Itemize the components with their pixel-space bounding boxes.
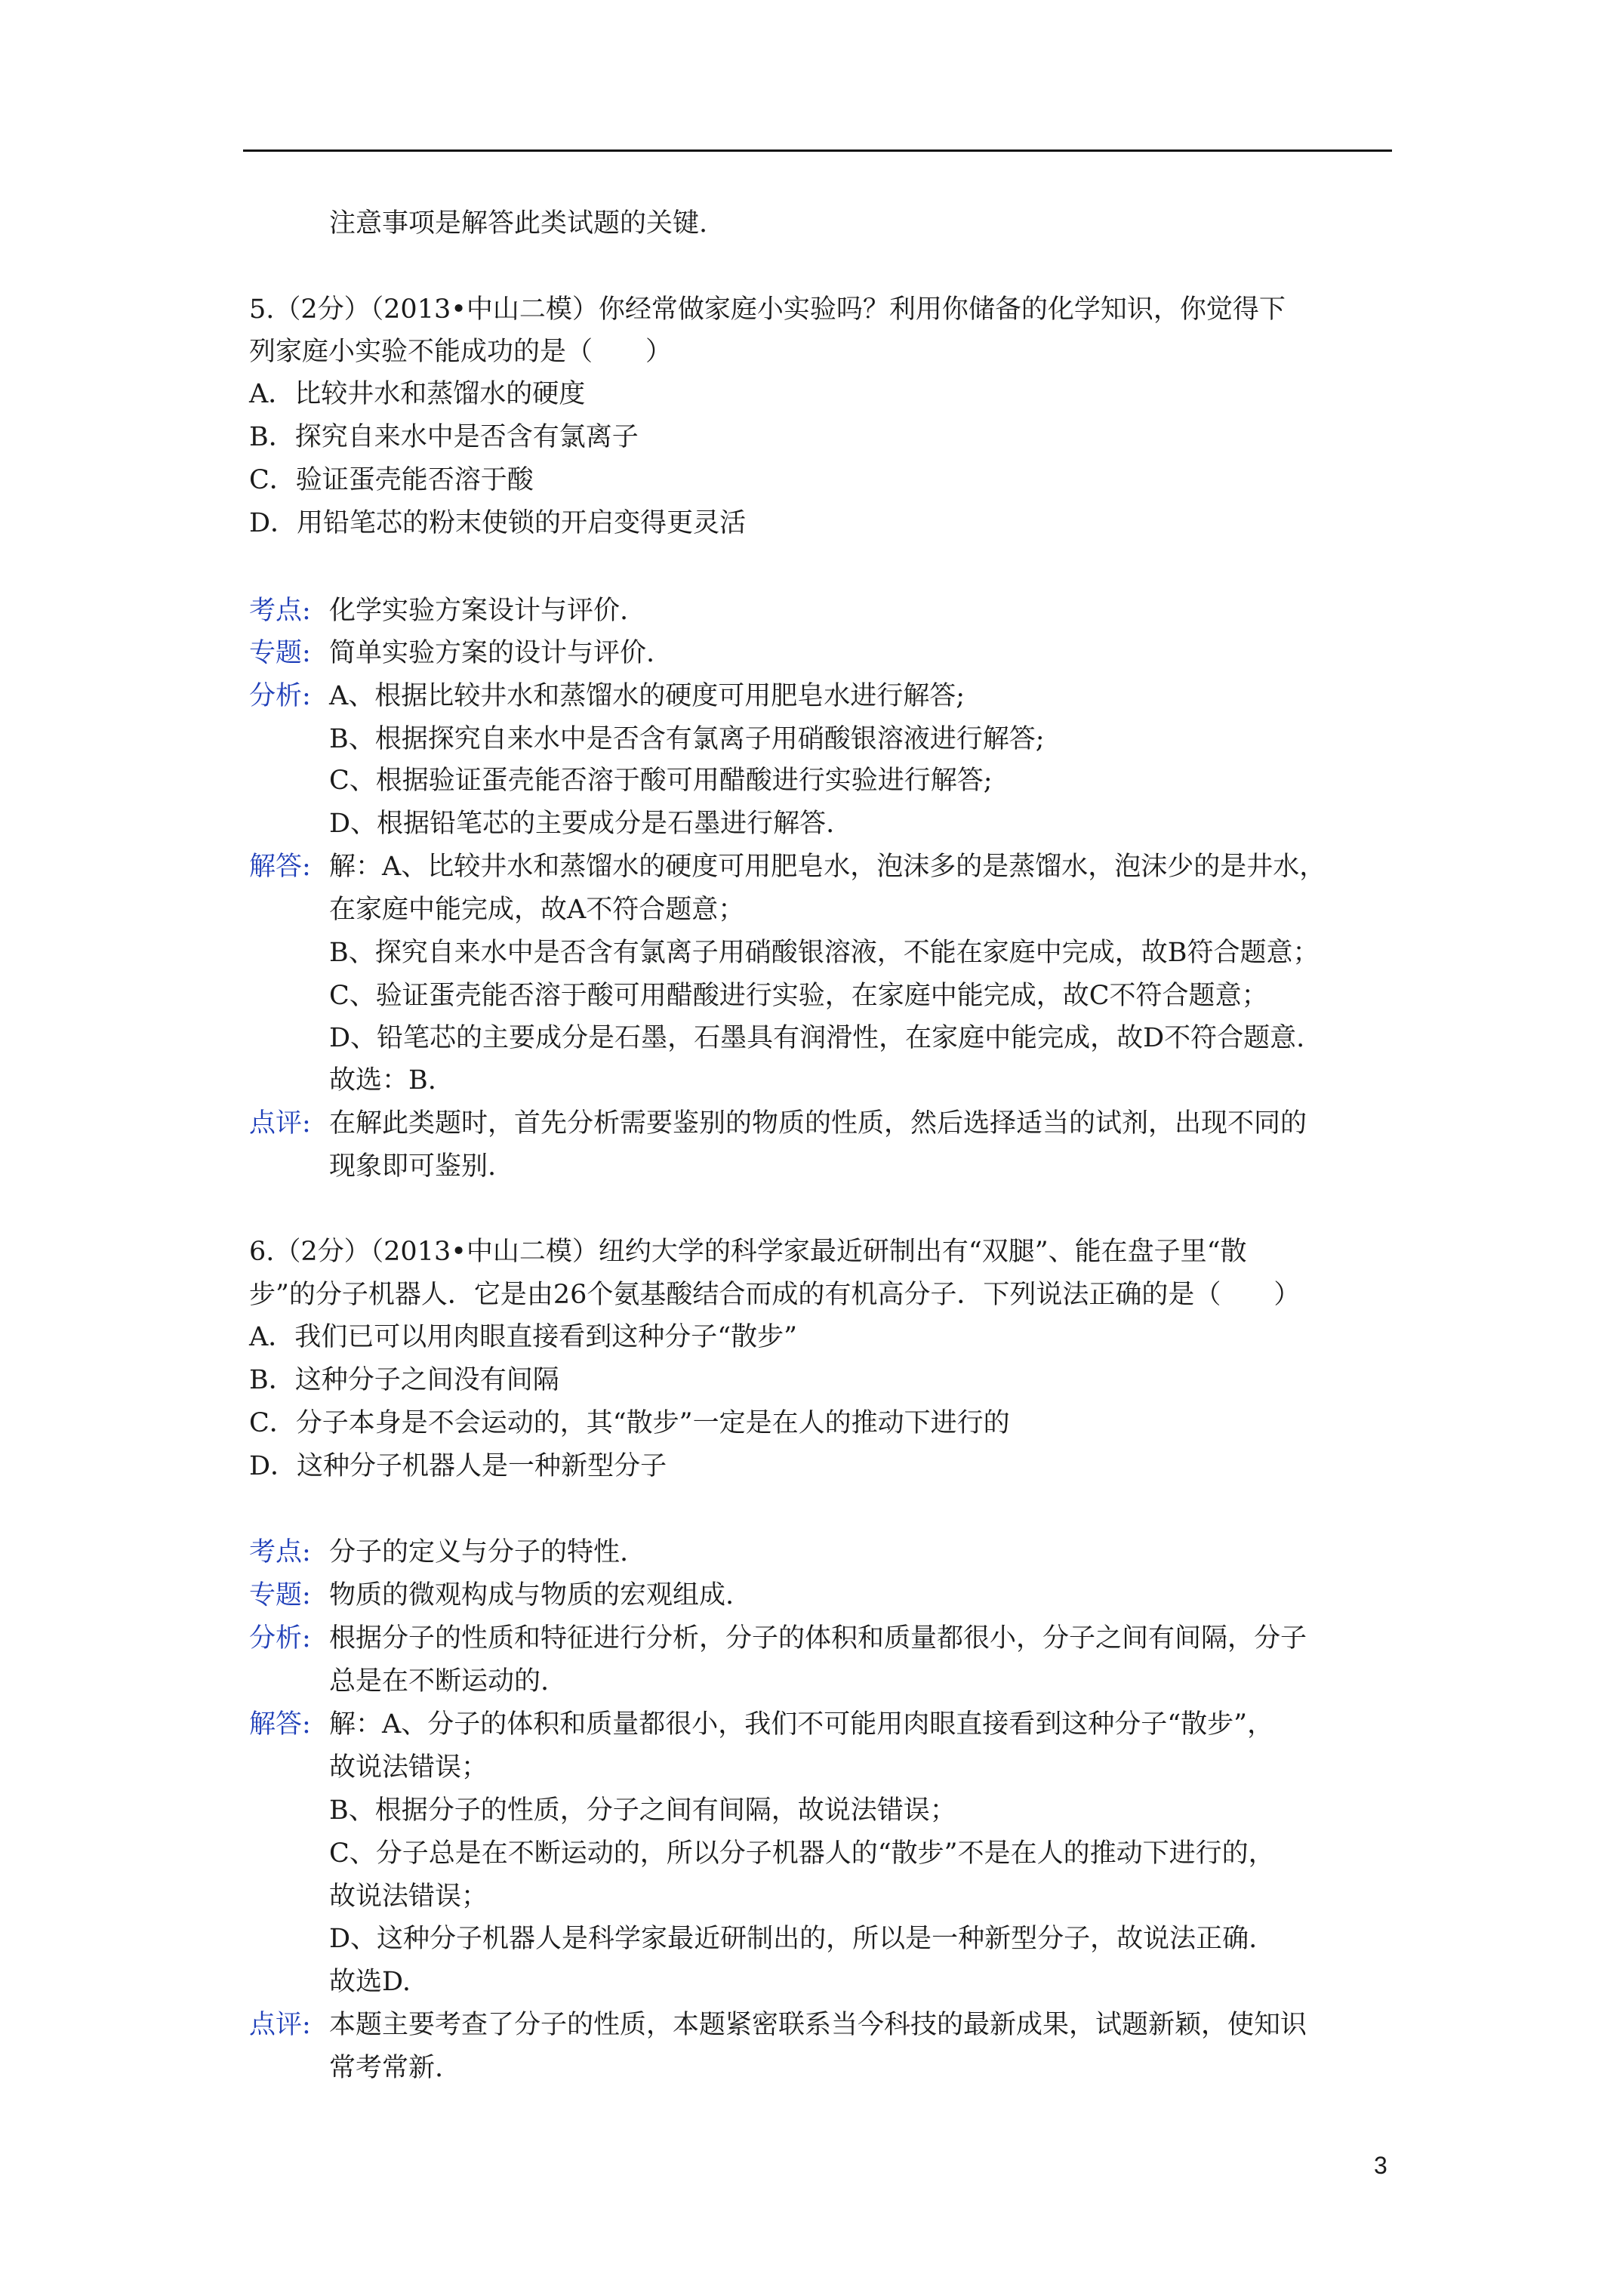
q5-fenxi-line-1: A、根据比较井水和蒸馏水的硬度可用肥皂水进行解答; xyxy=(329,681,965,711)
q6-jieda-label: 解答: xyxy=(249,1709,311,1740)
q5-jieda-line-3: B、探究自来水中是否含有氯离子用硝酸银溶液，不能在家庭中完成，故B符合题意； xyxy=(329,938,1320,968)
q5-jieda-line-6: 故选：B. xyxy=(329,1065,436,1096)
q5-zhuanti-label: 专题: xyxy=(249,638,311,668)
q6-kaodian-label: 考点: xyxy=(249,1537,311,1567)
q6-stem-line-2: 步”的分子机器人．它是由26个氨基酸结合而成的有机高分子．下列说法正确的是（ ） xyxy=(249,1280,1301,1310)
q5-fenxi-line-2: B、根据探究自来水中是否含有氯离子用硝酸银溶液进行解答; xyxy=(329,724,1045,754)
q5-option-d: D．用铅笔芯的粉末使锁的开启变得更灵活 xyxy=(249,508,747,538)
q6-option-b: B．这种分子之间没有间隔 xyxy=(249,1365,559,1395)
q6-fenxi-label: 分析: xyxy=(249,1623,311,1653)
q5-option-a: A．比较井水和蒸馏水的硬度 xyxy=(249,379,586,409)
q5-dianping-line-1: 在解此类题时，首先分析需要鉴别的物质的性质，然后选择适当的试剂，出现不同的 xyxy=(329,1108,1307,1139)
q5-jieda-label: 解答: xyxy=(249,852,311,882)
q5-kaodian-text: 化学实验方案设计与评价. xyxy=(329,596,629,626)
lead-line: 注意事项是解答此类试题的关键. xyxy=(329,208,708,239)
q6-jieda-line-5: 故说法错误； xyxy=(329,1881,488,1912)
q6-jieda-line-1: 解：A、分子的体积和质量都很小，我们不可能用肉眼直接看到这种分子“散步”， xyxy=(329,1709,1274,1740)
q6-zhuanti-text: 物质的微观构成与物质的宏观组成. xyxy=(329,1580,735,1610)
q5-zhuanti-text: 简单实验方案的设计与评价. xyxy=(329,638,655,668)
q5-kaodian-label: 考点: xyxy=(249,596,311,626)
q6-dianping-label: 点评: xyxy=(249,2010,311,2040)
q6-stem-line-1: 6.（2分）（2013•中山二模）纽约大学的科学家最近研制出有“双腿”、能在盘子里“散 xyxy=(249,1237,1247,1267)
q6-jieda-line-3: B、根据分子的性质，分子之间有间隔，故说法错误； xyxy=(329,1795,956,1826)
q5-option-c: C．验证蛋壳能否溶于酸 xyxy=(249,465,534,495)
q5-jieda-line-1: 解：A、比较井水和蒸馏水的硬度可用肥皂水，泡沫多的是蒸馏水，泡沫少的是井水， xyxy=(329,852,1326,882)
header-rule xyxy=(243,149,1392,152)
q6-option-c: C．分子本身是不会运动的，其“散步”一定是在人的推动下进行的 xyxy=(249,1408,1010,1438)
q6-option-a: A．我们已可以用肉眼直接看到这种分子“散步” xyxy=(249,1322,798,1352)
q5-jieda-line-4: C、验证蛋壳能否溶于酸可用醋酸进行实验，在家庭中能完成，故C不符合题意； xyxy=(329,981,1268,1011)
q5-jieda-line-5: D、铅笔芯的主要成分是石墨，石墨具有润滑性，在家庭中能完成，故D不符合题意. xyxy=(329,1023,1305,1053)
page-number: 3 xyxy=(1374,2152,1387,2179)
q5-jieda-line-2: 在家庭中能完成，故A不符合题意； xyxy=(329,895,745,925)
q6-option-d: D．这种分子机器人是一种新型分子 xyxy=(249,1451,667,1481)
q6-jieda-line-4: C、分子总是在不断运动的，所以分子机器人的“散步”不是在人的推动下进行的， xyxy=(329,1838,1275,1869)
q6-zhuanti-label: 专题: xyxy=(249,1580,311,1610)
q6-kaodian-text: 分子的定义与分子的特性. xyxy=(329,1537,629,1567)
q6-jieda-line-7: 故选D. xyxy=(329,1967,411,1997)
q5-stem-line-2: 列家庭小实验不能成功的是（ ） xyxy=(249,337,673,367)
q6-dianping-line-1: 本题主要考查了分子的性质，本题紧密联系当今科技的最新成果，试题新颖，使知识 xyxy=(329,2010,1307,2040)
q5-fenxi-label: 分析: xyxy=(249,681,311,711)
q5-fenxi-line-3: C、根据验证蛋壳能否溶于酸可用醋酸进行实验进行解答; xyxy=(329,766,993,796)
q6-fenxi-line-2: 总是在不断运动的. xyxy=(329,1666,550,1697)
q5-fenxi-line-4: D、根据铅笔芯的主要成分是石墨进行解答. xyxy=(329,809,835,839)
q6-jieda-line-2: 故说法错误； xyxy=(329,1752,488,1783)
q5-dianping-label: 点评: xyxy=(249,1108,311,1139)
q6-fenxi-line-1: 根据分子的性质和特征进行分析，分子的体积和质量都很小，分子之间有间隔，分子 xyxy=(329,1623,1307,1653)
q6-dianping-line-2: 常考常新. xyxy=(329,2053,444,2083)
q5-dianping-line-2: 现象即可鉴别. xyxy=(329,1151,497,1182)
q5-stem-line-1: 5.（2分）（2013•中山二模）你经常做家庭小实验吗？利用你储备的化学知识，你觉得下 xyxy=(249,294,1286,325)
q6-jieda-line-6: D、这种分子机器人是科学家最近研制出的，所以是一种新型分子，故说法正确. xyxy=(329,1924,1258,1954)
q5-option-b: B．探究自来水中是否含有氯离子 xyxy=(249,422,639,452)
